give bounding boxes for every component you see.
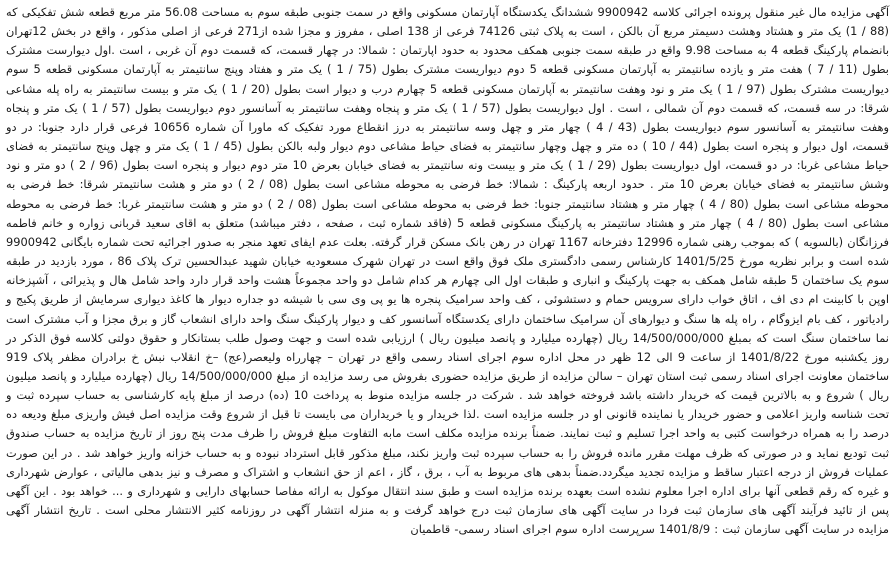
notice-body-text: آگهی مزایده مال غیر منقول پرونده اجرائی کلاسه 9900942 ششدانگ یکدستگاه آپارتمان مسکونی واقع در سمت جنوبی طبقه سوم به مساحت 56.08 متر مربع قطعه شش تفکیکی که (88 / 1) یک متر و هشتاد وهشت دسیمتر مربع آن بالکن ، است به پلاک ثبتی 74126 فرعی از 138 اصلی ، مفروز و مجزا شده از271 فرعی از اصلی مذکور ، واقع در بخش 12تهران بانضمام پارکینگ قطعه 4 به مساحت 9.98 واقع در طبقه سمت جنوبی همکف محدود به حدود اپارتمان : شمالا: در چهار قسمت، که قسمت دوم آن غربی ، است .اول دیوارست مشترک بطول (11 / 7 ) هفت متر و یازده سانتیمتر به آپارتمان مسکونی قطعه 5 دوم دیواریست مشترک بطول (75 / 1 ) یک متر و هفتاد وپنج سانتیمتر به آپارتمان مسکونی قطعه 5 سوم دیواریست مشترک بطول (97 / 1 ) یک متر و نود وهفت سانتیمتر به آپارتمان مسکونی قطعه 5 چهارم درب و دیوار است بطول (20 / 1 ) یک متر و بیست سانتیمتر به راه پله مشاعی شرقا: در سه قسمت، که قسمت دوم آن شمالی ، است . اول دیواریست بطول (57 / 1 ) یک متر و پنجاه وهفت سانتیمتر به آسانسور دوم دیواریست بطول (57 / 1 ) یک متر و پنجاه وهفت سانتیمتر به آسانسور سوم دیواریست بطول (43 / 4 ) چهار متر و چهل وسه سانتیمتر به درز انقطاع مورد تفکیک که ماورا آن شماره 10656 فرعی قرار دارد جنوبا: در دو قسمت، اول دیوار و پنجره است بطول (44 / 10 ) ده متر و چهل وچهار سانتیمتر به فضای حیاط مشاعی دوم دیوار ولبه بالکن بطول (45 / 1 ) یک متر و چهل وپنج سانتیمتر به فضای حیاط مشاعی غربا: در دو قسمت، اول دیواریست بطول (29 / 1 ) یک متر و بیست ونه سانتیمتر به فضای خیابان بعرض 10 متر دوم دیوار و پنجره است بطول (96 / 2 ) دو متر و نود وشش سانتیمتر به فضای خیابان بعرض 10 متر . حدود اربعه پارکینگ : شمالا: خط فرضی به محوطه مشاعی است بطول (08 / 2 ) دو متر و هشت سانتیمتر شرقا: خط فرضی به محوطه مشاعی است بطول (80 / 4 ) چهار متر و هشتاد سانتیمتر جنوبا: خط فرضی به محوطه مشاعی است بطول (08 / 2 ) دو متر و هشت سانتیمتر غربا: خط فرضی به محوطه مشاعی است بطول (80 / 4 ) چهار متر و هشتاد سانتیمتر به پارکینگ مسکونی قطعه 5 (فاقد شماره ثبت ، صفحه ، دفتر میباشد) متعلق به اقای سعید قربانی زواره و خانم فاطمه فرزانگان (بالسویه ) که بموجب رهنی شماره 12996 دفترخانه 1167 تهران در رهن بانک مسکن قرار گرفته. بعلت عدم ایفای تعهد منجر به صدور اجرائیه تحت شماره بایگانی 9900942 شده است و برابر نظریه مورخ 1401/5/25 کارشناس رسمی دادگستری ملک فوق واقع است در تهران شهرک مسعودیه خیابان شهید عبدالحسین ترک پلاک 86 ، مورد بازدید در طبقه سوم یک ساختمان 5 طبقه شامل همکف به جهت پارکینگ و انباری و طبقات اول الی چهارم هر کدام شامل دو واحد مجموعاً هشت واحد قرار دارد واحد شامل هال و پذیرائی ، آشپزخانه اوپن با کابینت ام دی اف ، اتاق خواب دارای سرویس حمام و دستشوئی ، کف واحد سرامیک پنجره ها یو پی وی سی با شیشه دو جداره دیوار ها کاغذ دیواری سرمایش از طریق پکیج و رادیاتور ، کف بام ایزوگام ، راه پله ها سنگ و دیوارهای آن سرامیک ساختمان دارای یکدستگاه آسانسور کف و دیوار پارکینگ سنگ واحد دارای انشعاب گاز و برق مجزا و آب مشترک است نما ساختمان سنگ است که بمبلغ 14/500/000/000 ریال (چهارده میلیارد و پانصد میلیون ریال ) ارزیابی شده است و جهت وصول طلب بستانکار و حقوق دولتی کلاسه فوق الذکر در روز یکشنبه مورخ 1401/8/22 از ساعت 9 الی 12 ظهر در محل اداره سوم اجرای اسناد رسمی واقع در تهران – چهارراه ولیعصر(عج) –خ انقلاب نبش خ برادران مظفر پلاک 919 ساختمان معاونت اجرای اسناد رسمی ثبت استان تهران – سالن مزایده از طریق مزایده حضوری بفروش می رسد مزایده از مبلغ 14/500/000/000 ریال (چهارده میلیارد و پانصد میلیون ریال ) شروع و به بالاترین قیمت که خریدار داشته باشد فروخته خواهد شد . شرکت در جلسه مزایده منوط به پرداخت 10 (ده) درصد از مبلغ پایه کارشناسی به حساب سپرده ثبت و تحت شناسه واریز اعلامی و حضور خریدار یا نماینده قانونی او در جلسه مزایده است .لذا خریدار و یا خریداران می بایست تا قبل از شروع وقت مزایده اصل فیش واریزی مبلغ ودیعه ده درصد را به همراه درخواست کتبی به واحد اجرا تسلیم و ثبت نمایند. ضمناً برنده مزایده مکلف است مابه التفاوت مبلغ فروش را ظرف مدت پنج روز از تاریخ مزایده به حساب صندوق ثبت تودیع نماید و در صورتی که ظرف مهلت مقرر مانده فروش را به حساب سپرده ثبت واریز نکند، مبلغ مذکور قابل استرداد نبوده و به حساب خزانه واریز خواهد شد . در این صورت عملیات فروش از درجه اعتبار ساقط و مزایده تجدید میگردد.ضمناً بدهی های مربوط به آب ، برق ، گاز ، اعم از حق انشعاب و اشتراک و مصرف و نیز بدهی مالیاتی ، عوارض شهرداری و غیره که رقم قطعی آنها برای اداره اجرا معلوم نشده است بعهده برنده مزایده است و طبق سند انتقال موکول به ارائه مفاصا حسابهای دارایی و شهرداری و ... خواهد بود . این آگهی پس از تائید فرآیند آگهی های سازمان ثبت فردا در سایت آگهی های سازمان ثبت درج خواهد گرفت و به منزله انتشار آگهی در روزنامه کثیر الانتشار محلی است . تاریخ انتشار آگهی مزایده در سایت آگهی سازمان ثبت : 1401/8/9 سرپرست اداره سوم اجرای اسناد رسمی- قاطمیان [6, 5, 890, 537]
